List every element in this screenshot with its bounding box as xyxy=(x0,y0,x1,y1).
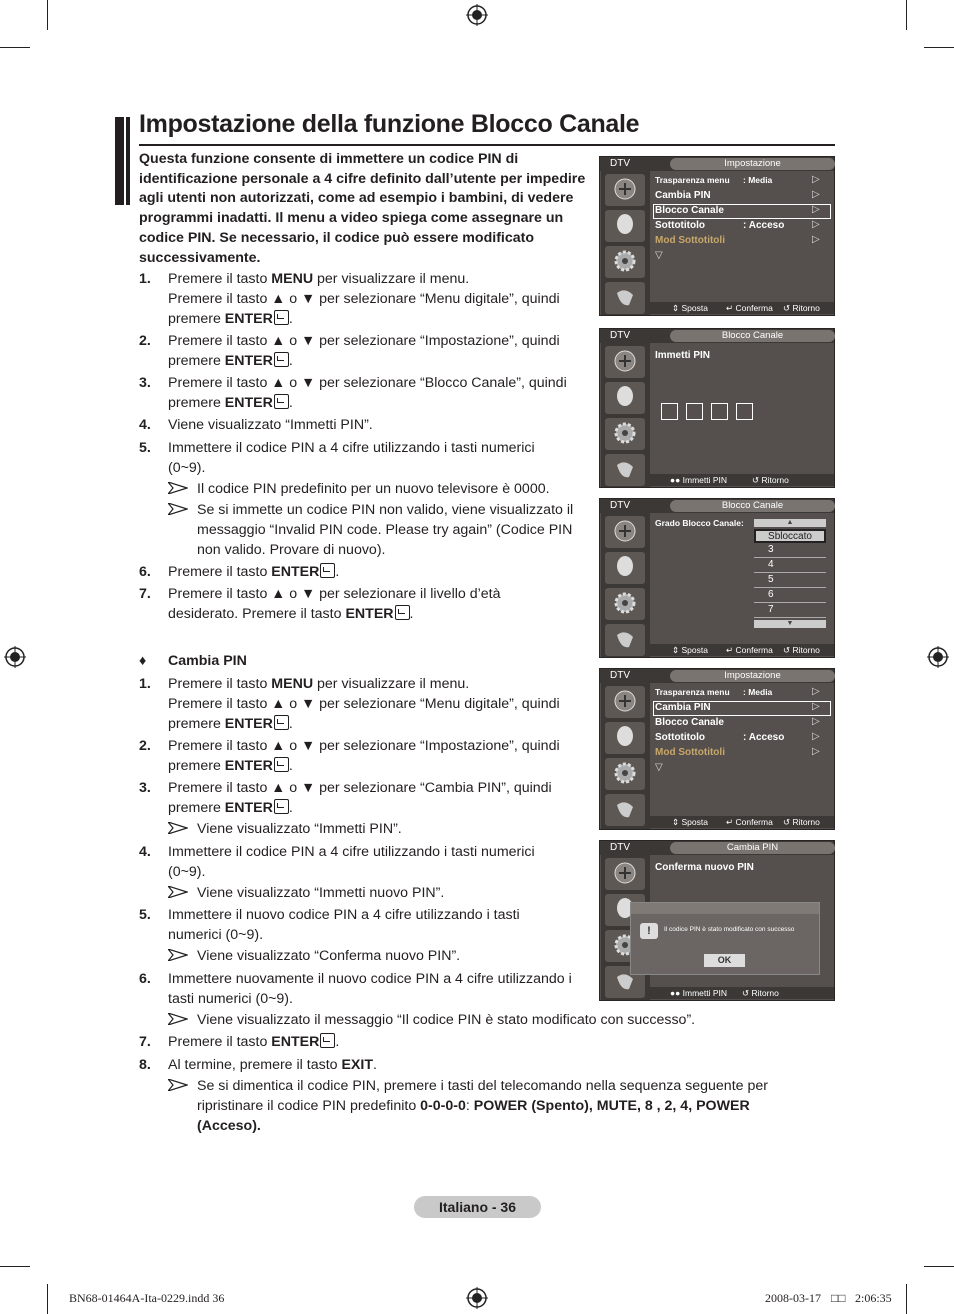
step-text-part: premere xyxy=(168,757,225,774)
enter-icon xyxy=(274,715,289,730)
ok-button[interactable]: OK xyxy=(704,954,745,967)
screen-title: Blocco Canale xyxy=(670,500,835,512)
key-enter: ENTER xyxy=(224,394,273,411)
move-hint: ⇕ Sposta xyxy=(672,817,708,827)
step-text-part: Premere il tasto xyxy=(168,271,272,287)
enter-icon xyxy=(274,799,289,814)
tv-screen-grado-blocco xyxy=(599,498,835,658)
screen-footer xyxy=(650,644,834,656)
pin-digit-box[interactable] xyxy=(661,403,678,420)
step-text-part: (0~9). xyxy=(168,863,206,880)
step-text: Premere il tasto ENTER . xyxy=(168,564,340,580)
picture-icon xyxy=(605,516,645,548)
step-number: 1. xyxy=(139,676,151,692)
arrow-right-icon: ▷ xyxy=(812,204,820,215)
screen-footer xyxy=(650,474,834,486)
crop-mark xyxy=(47,0,48,30)
menu-item-selected: Blocco Canale xyxy=(655,205,724,216)
menu-item: Cambia PIN xyxy=(655,190,711,201)
enter-icon xyxy=(274,394,289,409)
rating-option[interactable]: 3 xyxy=(754,544,826,558)
input-icon xyxy=(605,624,645,656)
enter-icon xyxy=(320,1033,335,1048)
note-arrow-icon xyxy=(168,503,188,515)
key-enter: ENTER xyxy=(224,310,273,327)
title-rule xyxy=(139,144,835,146)
note-arrow-icon xyxy=(168,949,188,961)
enter-icon xyxy=(274,310,289,325)
tv-screen-immetti-pin xyxy=(599,328,835,488)
step-number: 7. xyxy=(139,586,151,602)
menu-item: Sottotitolo xyxy=(655,220,705,231)
menu-item: Blocco Canale xyxy=(655,717,724,728)
step-text-part: tasti numerici (0~9). xyxy=(168,990,293,1007)
screen-sidebar xyxy=(601,171,650,315)
step-number: 2. xyxy=(139,333,151,349)
note-text xyxy=(197,501,573,560)
arrow-right-icon: ▷ xyxy=(812,174,820,185)
setup-icon xyxy=(605,246,645,278)
registration-mark-icon xyxy=(4,646,26,668)
step-text-part: Premere il tasto xyxy=(168,564,272,580)
step-2 xyxy=(139,332,594,372)
rating-label: Grado Blocco Canale: xyxy=(655,518,744,528)
screen-title: Impostazione xyxy=(670,158,835,170)
rating-option[interactable]: 4 xyxy=(754,559,826,573)
page-title: Impostazione della funzione Blocco Canale xyxy=(139,110,640,138)
return-hint: ↺ Ritorno xyxy=(742,988,779,998)
footer-label: Sposta xyxy=(681,645,708,655)
step-text: Premere il tasto ENTER . xyxy=(168,1034,340,1050)
step-text-part: premere xyxy=(168,352,225,369)
screen-header xyxy=(600,499,834,513)
picture-icon xyxy=(605,858,645,890)
menu-item-disabled: Mod Sottotitoli xyxy=(655,235,725,246)
note-line: messaggio “Invalid PIN code. Please try again” (Codice PIN xyxy=(197,521,573,538)
footer-label: Ritorno xyxy=(761,475,789,485)
footer-label: Ritorno xyxy=(792,817,820,827)
section-bullet: ♦ xyxy=(139,653,147,669)
pin-prompt: Conferma nuovo PIN xyxy=(655,862,754,873)
note-arrow-icon xyxy=(168,886,188,898)
enter-icon xyxy=(274,757,289,772)
menu-item: Trasparenza menu xyxy=(655,175,730,185)
step-text: Al termine, premere il tasto EXIT. xyxy=(168,1057,377,1073)
step-text: Premere il tasto MENU per visualizzare il menu. Premere il tasto ▲ o ▼ per selezionare “Menu digitale”, quindi premere ENTER . xyxy=(168,676,560,732)
enter-icon xyxy=(320,563,335,578)
step-text: Premere il tasto ▲ o ▼ per selezionare “Blocco Canale”, quindi premere ENTER . xyxy=(168,375,567,411)
page-number-badge: Italiano - 36 xyxy=(414,1196,541,1218)
step-text-part: Premere il tasto xyxy=(168,676,272,692)
menu-item: Sottotitolo xyxy=(655,732,705,743)
step-number: 1. xyxy=(139,271,151,287)
footer-label: Conferma xyxy=(735,817,773,827)
enter-pin-hint: ●● Immetti PIN xyxy=(670,475,728,485)
dtv-label: DTV xyxy=(610,158,630,169)
step-3 xyxy=(139,374,594,414)
screen-sidebar xyxy=(601,513,650,657)
screen-footer xyxy=(650,816,834,828)
note-arrow-icon xyxy=(168,482,188,494)
crop-mark xyxy=(924,47,954,48)
crop-mark xyxy=(0,1266,30,1267)
step-7 xyxy=(139,1033,594,1053)
return-hint: ↺ Ritorno xyxy=(783,303,820,313)
step-text-part: premere xyxy=(168,394,225,411)
menu-item-value: : Media xyxy=(743,687,773,697)
input-icon xyxy=(605,454,645,486)
step-text-part: Premere il tasto ▲ o ▼ per selezionare “Blocco Canale”, quindi xyxy=(168,375,567,391)
confirm-hint: ↵ Conferma xyxy=(726,303,773,313)
note-text: Viene visualizzato “Immetti nuovo PIN”. xyxy=(197,885,445,901)
step-number: 7. xyxy=(139,1034,151,1050)
crop-mark xyxy=(47,1284,48,1314)
note-text: Viene visualizzato il messaggio “Il codice PIN è stato modificato con successo”. xyxy=(197,1012,696,1028)
note-line: non valido. Provare di nuovo). xyxy=(197,541,386,558)
enter-icon xyxy=(395,605,410,620)
confirm-hint: ↵ Conferma xyxy=(726,817,773,827)
footer-label: Ritorno xyxy=(792,645,820,655)
footer-label: Ritorno xyxy=(792,303,820,313)
registration-mark-icon xyxy=(466,4,488,26)
dtv-label: DTV xyxy=(610,670,630,681)
screen-title: Impostazione xyxy=(670,670,835,682)
note-line: Se si immette un codice PIN non valido, viene visualizzato il xyxy=(197,502,574,518)
more-down-icon: ▽ xyxy=(655,762,663,773)
arrow-right-icon: ▷ xyxy=(812,219,820,230)
step-number: 3. xyxy=(139,375,151,391)
step-number: 3. xyxy=(139,780,151,796)
step-number: 4. xyxy=(139,417,151,433)
key-enter: ENTER xyxy=(271,1034,320,1050)
footer-label: Immetti PIN xyxy=(682,475,728,485)
tv-screen-impostazione xyxy=(599,156,835,316)
step-8 xyxy=(139,1056,594,1076)
return-hint: ↺ Ritorno xyxy=(783,817,820,827)
rating-option[interactable]: 5 xyxy=(754,574,826,588)
step-text: Premere il tasto ▲ o ▼ per selezionare il livello d’età desiderato. Premere il tasto ENTER . xyxy=(168,586,501,622)
arrow-right-icon: ▷ xyxy=(812,234,820,245)
rating-option[interactable]: 7 xyxy=(754,604,826,618)
menu-item: Trasparenza menu xyxy=(655,687,730,697)
arrow-right-icon: ▷ xyxy=(812,701,820,712)
registration-mark-icon xyxy=(466,1287,488,1309)
rating-option[interactable]: 6 xyxy=(754,589,826,603)
enter-pin-hint: ●● Immetti PIN xyxy=(670,988,728,998)
registration-mark-icon xyxy=(927,646,949,668)
key-menu: MENU xyxy=(271,676,314,692)
step-text-part: Immettere il codice PIN a 4 cifre utilizzando i tasti numerici xyxy=(168,844,535,860)
step-4 xyxy=(139,843,594,883)
step-text: Viene visualizzato “Immetti PIN”. xyxy=(168,417,373,433)
footer-label: Immetti PIN xyxy=(682,988,728,998)
step-text-part: (0~9). xyxy=(168,459,206,476)
pin-prompt: Immetti PIN xyxy=(655,350,711,361)
dialog-message: Il codice PIN è stato modificato con successo xyxy=(664,926,795,933)
step-7 xyxy=(139,585,594,625)
setup-icon xyxy=(605,588,645,620)
input-icon xyxy=(605,794,645,826)
sound-icon xyxy=(605,722,645,754)
note-text: Il codice PIN predefinito per un nuovo televisore è 0000. xyxy=(197,481,550,497)
menu-item-disabled: Mod Sottotitoli xyxy=(655,747,725,758)
step-number: 2. xyxy=(139,738,151,754)
step-text-part: Premere il tasto ▲ o ▼ per selezionare “Menu digitale”, quindi xyxy=(168,290,560,307)
tv-screen-cambia-pin xyxy=(599,840,835,1001)
step-text-part: Premere il tasto ▲ o ▼ per selezionare “Impostazione”, quindi xyxy=(168,738,560,754)
sound-icon xyxy=(605,382,645,414)
intro-paragraph: Questa funzione consente di immettere un codice PIN di identificazione personale a 4 cifre definito dall’utente per impedire agli utenti non autorizzati, come ad esempio i bambini, di vedere programmi inadatti. Il menu a video spiega come assegnare un codice PIN. Se necessario, il codice può essere modificato successivamente. xyxy=(139,151,586,266)
step-text-part: Premere il tasto ▲ o ▼ per selezionare “Impostazione”, quindi xyxy=(168,333,560,349)
more-down-icon: ▽ xyxy=(655,250,663,261)
screen-title: Cambia PIN xyxy=(670,842,835,854)
footer-time: 2:06:35 xyxy=(855,1291,892,1305)
section-title: Cambia PIN xyxy=(168,653,247,669)
screen-title: Blocco Canale xyxy=(670,330,835,342)
return-hint: ↺ Ritorno xyxy=(752,475,789,485)
screen-header xyxy=(600,329,834,343)
note-arrow-icon xyxy=(168,1013,188,1025)
note-arrow-icon xyxy=(168,1079,188,1091)
footer-label: Conferma xyxy=(735,645,773,655)
key-enter: ENTER xyxy=(224,799,273,816)
crop-mark xyxy=(924,1266,954,1267)
step-text-part: Immettere il codice PIN a 4 cifre utilizzando i tasti numerici xyxy=(168,440,535,456)
key-enter: ENTER xyxy=(271,564,320,580)
step-text-part: Premere il tasto xyxy=(168,1034,272,1050)
screen-header xyxy=(600,669,834,683)
step-text-part: per visualizzare il menu. xyxy=(313,271,470,287)
step-text: Premere il tasto ▲ o ▼ per selezionare “Impostazione”, quindi premere ENTER . xyxy=(168,738,560,774)
step-text-part: premere xyxy=(168,715,225,732)
key-enter: ENTER xyxy=(345,605,394,622)
step-text xyxy=(168,906,598,946)
footer-label: Conferma xyxy=(735,303,773,313)
info-icon: ! xyxy=(640,923,658,939)
sound-icon xyxy=(605,210,645,242)
move-hint: ⇕ Sposta xyxy=(672,645,708,655)
menu-item-selected: Cambia PIN xyxy=(655,702,711,713)
enter-icon xyxy=(274,352,289,367)
step-text xyxy=(168,970,598,1010)
menu-item-value: : Acceso xyxy=(743,732,785,743)
reset-sequence: (Acceso). xyxy=(197,1117,261,1134)
title-accent-bar xyxy=(126,117,130,205)
key-enter: ENTER xyxy=(224,757,273,774)
dialog-header xyxy=(631,903,819,914)
screen-header xyxy=(600,841,834,855)
note-text: Viene visualizzato “Conferma nuovo PIN”. xyxy=(197,948,461,964)
step-text-part: Premere il tasto ▲ o ▼ per selezionare il livello d’età xyxy=(168,586,501,602)
step-text-part: Immettere nuovamente il nuovo codice PIN a 4 cifre utilizzando i xyxy=(168,971,572,987)
step-number: 8. xyxy=(139,1057,151,1073)
rating-option-selected[interactable]: Sbloccato xyxy=(754,529,826,543)
step-number: 4. xyxy=(139,844,151,860)
arrow-right-icon: ▷ xyxy=(812,189,820,200)
step-text-part: Al termine, premere il tasto xyxy=(168,1057,342,1073)
dtv-label: DTV xyxy=(610,500,630,511)
step-6 xyxy=(139,970,594,1010)
step-text xyxy=(168,439,598,479)
step-number: 6. xyxy=(139,564,151,580)
step-text: Premere il tasto ▲ o ▼ per selezionare “Impostazione”, quindi premere ENTER . xyxy=(168,333,560,369)
sound-icon xyxy=(605,552,645,584)
footer-filename: BN68-01464A-Ita-0229.indd 36 xyxy=(69,1291,225,1305)
step-text: Premere il tasto MENU per visualizzare il menu. Premere il tasto ▲ o ▼ per selezionare “Menu digitale”, quindi premere ENTER . xyxy=(168,271,560,327)
picture-icon xyxy=(605,686,645,718)
arrow-right-icon: ▷ xyxy=(812,686,820,697)
step-text-part: per visualizzare il menu. xyxy=(313,676,470,692)
setup-icon xyxy=(605,418,645,450)
arrow-right-icon: ▷ xyxy=(812,746,820,757)
step-4 xyxy=(139,416,594,436)
default-pin: 0-0-0-0 xyxy=(420,1097,466,1114)
key-exit: EXIT xyxy=(341,1057,374,1073)
note-text xyxy=(197,1077,768,1136)
step-text-part: Premere il tasto ▲ o ▼ per selezionare “Cambia PIN”, quindi xyxy=(168,780,552,796)
scroll-down-icon[interactable]: ▼ xyxy=(754,620,826,628)
step-3 xyxy=(139,779,594,819)
screen-sidebar xyxy=(601,343,650,487)
step-1 xyxy=(139,270,594,330)
footer-label: Ritorno xyxy=(751,988,779,998)
move-hint: ⇕ Sposta xyxy=(672,303,708,313)
footer-glyphs: □□ xyxy=(831,1291,846,1305)
footer-label: Sposta xyxy=(681,303,708,313)
dtv-label: DTV xyxy=(610,330,630,341)
dtv-label: DTV xyxy=(610,842,630,853)
key-menu: MENU xyxy=(271,271,314,287)
picture-icon xyxy=(605,174,645,206)
crop-mark xyxy=(906,1284,907,1314)
step-text-part: desiderato. Premere il tasto xyxy=(168,605,346,622)
confirm-hint: ↵ Conferma xyxy=(726,645,773,655)
pin-digit-box[interactable] xyxy=(686,403,703,420)
step-text-part: Immettere il nuovo codice PIN a 4 cifre utilizzando i tasti xyxy=(168,907,520,923)
screen-sidebar xyxy=(601,683,650,829)
step-number: 6. xyxy=(139,971,151,987)
setup-icon xyxy=(605,758,645,790)
note-line: ripristinare il codice PIN predefinito xyxy=(197,1097,421,1114)
step-6 xyxy=(139,563,594,583)
tv-screen-impostazione-cambia xyxy=(599,668,835,830)
picture-icon xyxy=(605,346,645,378)
arrow-right-icon: ▷ xyxy=(812,716,820,727)
return-hint: ↺ Ritorno xyxy=(783,645,820,655)
input-icon xyxy=(605,282,645,314)
step-5 xyxy=(139,906,594,946)
step-2 xyxy=(139,737,594,777)
step-1 xyxy=(139,675,594,735)
step-number: 5. xyxy=(139,907,151,923)
arrow-right-icon: ▷ xyxy=(812,731,820,742)
step-text-part: premere xyxy=(168,310,225,327)
note-line: : xyxy=(465,1097,474,1114)
screen-footer xyxy=(650,302,834,314)
menu-item-value: : Acceso xyxy=(743,220,785,231)
pin-digit-box[interactable] xyxy=(736,403,753,420)
crop-mark xyxy=(906,0,907,30)
step-number: 5. xyxy=(139,440,151,456)
menu-item-value: : Media xyxy=(743,175,773,185)
note-line: Se si dimentica il codice PIN, premere i tasti del telecomando nella sequenza seguente per xyxy=(197,1078,768,1094)
note-text: Viene visualizzato “Immetti PIN”. xyxy=(197,821,402,837)
screen-header xyxy=(600,157,834,171)
note-arrow-icon xyxy=(168,822,188,834)
pin-digit-box[interactable] xyxy=(711,403,728,420)
key-enter: ENTER xyxy=(224,352,273,369)
footer-date: 2008-03-17 xyxy=(765,1291,821,1305)
success-dialog xyxy=(630,902,820,975)
scroll-up-icon[interactable]: ▲ xyxy=(754,519,826,527)
step-text-part: premere xyxy=(168,799,225,816)
step-text xyxy=(168,843,598,883)
key-enter: ENTER xyxy=(224,715,273,732)
footer-label: Sposta xyxy=(681,817,708,827)
crop-mark xyxy=(0,47,30,48)
step-text: Premere il tasto ▲ o ▼ per selezionare “Cambia PIN”, quindi premere ENTER . xyxy=(168,780,552,816)
reset-sequence: POWER (Spento), MUTE, 8 , 2, 4, POWER xyxy=(473,1097,750,1114)
screen-footer xyxy=(650,987,834,999)
step-text-part: numerici (0~9). xyxy=(168,926,264,943)
step-text-part: Premere il tasto ▲ o ▼ per selezionare “Menu digitale”, quindi xyxy=(168,695,560,712)
step-5 xyxy=(139,439,594,479)
